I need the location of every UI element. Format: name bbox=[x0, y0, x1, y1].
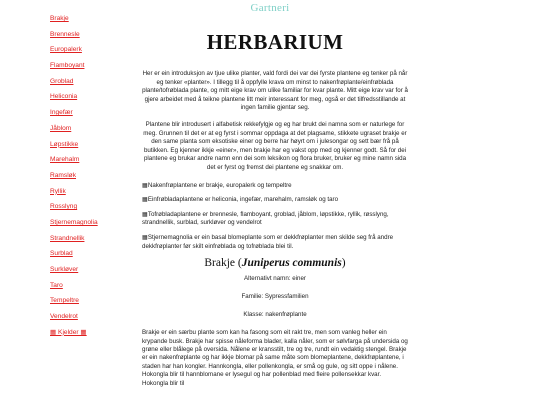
entry-class: Klasse: nakenfrøplante bbox=[243, 311, 307, 319]
sidebar-item-brennesle[interactable]: Brennesle bbox=[50, 30, 80, 38]
entry-family: Familie: Sypressfamilien bbox=[241, 293, 309, 301]
sidebar-item-ingefaer[interactable]: Ingefær bbox=[50, 109, 73, 117]
sidebar-item-stjernemagnolia[interactable]: Stjernemagnolia bbox=[50, 218, 98, 226]
list-item: ▦Einfrøbladaplantene er heliconia, ingefær, marehalm, ramsløk og taro bbox=[142, 196, 339, 204]
list-item: ▦Nakenfrøplantene er brakje, europalerk og tempeltre bbox=[142, 181, 292, 189]
sidebar-item-heliconia[interactable]: Heliconia bbox=[50, 93, 78, 101]
sidebar-item-marehalm[interactable]: Marehalm bbox=[50, 156, 80, 164]
sidebar-item-rosslyng[interactable]: Rosslyng bbox=[50, 203, 78, 211]
sidebar-item-europalerk[interactable]: Europalerk bbox=[50, 46, 82, 54]
entry-name: Brakje ( bbox=[204, 257, 242, 270]
site-title[interactable]: Gartneri bbox=[250, 2, 290, 14]
names-paragraph: Plantene blir introdusert i alfabetisk rekkefylgje og eg har brukt dei namna som er naturlege for meg. Grunnen til det er at eg fyrst i sommar oppdaga at det plagsame, stikkete ugraset brakje er den same planta som eksotiske einer og berre har høyrt om i julesongar og sett bær frå på butikken. Eg kjenner ikkje «einer», men brakje har eg vakst opp med og kjenner godt. Så for dei plantene eg brukar andre namn enn dei som leksikon og flora bruker, bruker eg mine namn sida det er fyrst og fremst dei plantene eg snakkar om. bbox=[143, 120, 407, 171]
sidebar-item-jablom[interactable]: Jåblom bbox=[50, 124, 72, 132]
sidebar-item-strandnellik[interactable]: Strandnellik bbox=[50, 234, 85, 242]
sidebar-nav bbox=[50, 14, 130, 343]
sidebar-item-flamboyant[interactable]: Flamboyant bbox=[50, 62, 85, 70]
sidebar-item-ramslok[interactable]: Ramsløk bbox=[50, 171, 77, 179]
sidebar-item-tempeltre[interactable]: Tempeltre bbox=[50, 297, 79, 305]
sidebar-item-surblad[interactable]: Surblad bbox=[50, 250, 73, 258]
sidebar-item-taro[interactable]: Taro bbox=[50, 281, 63, 289]
entry-latin-name: Juniperus communis bbox=[241, 257, 342, 270]
main-content bbox=[142, 28, 408, 388]
entry-alt-names: Alternativt namn: einer bbox=[244, 275, 306, 283]
sidebar-item-groblad[interactable]: Groblad bbox=[50, 77, 74, 85]
intro-paragraph: Her er ein introduksjon av tjue ulike planter, vald fordi dei var dei fyrste plantene eg tenker på når eg tenker «planter». I tillegg til å oppfylle krava om minst to nakenfrøplante/einfrøblada plante/tofrøblada plante, og mitt eige krav om ulike familiar for kvar plante. Mitt eige krav var for å gjere arbeidet med å teikne plantene litt meir interessant for meg, også er det tilfredsstillande at ingen familie gjentar seg. bbox=[142, 70, 408, 112]
sidebar-item-brakje[interactable]: Brakje bbox=[50, 15, 69, 22]
list-item: ▦Stjernemagnolia er ein basal blomeplante som er dekkfrøplanter men skilde seg frå andre dekkfrøplanter før skilt einfrøblada og tofrøblada blei til. bbox=[142, 233, 394, 250]
entry-close-paren: ) bbox=[341, 257, 346, 270]
plant-groups-list bbox=[142, 182, 408, 252]
sidebar-item-vendelrot[interactable]: Vendelrot bbox=[50, 313, 78, 321]
list-item: ▦Tofrøbladaplantene er brennesle, flamboyant, groblad, jåblom, løpstikke, ryllik, røsslyng, strandnellik, surblad, surkløver og vendelrot bbox=[142, 210, 389, 227]
sidebar-item-surklover[interactable]: Surkløver bbox=[50, 266, 79, 273]
entry-body: Brakje er ein særbu plante som kan ha fasong som eit rakt tre, men som vanleg heller ein krypande busk. Brakje har spisse nåleforma blader, kalla nåler, som er sølvfarga på undersida og grøne eller blålege på oversida. Nålene er kransstilt, tre og tre, rundt ein vedaktig stengel. Brakje er ein nakenfrøplante og har ikkje blomar på same måte som blomeplantene, dekkfrøplantene, i staden har han kongler. Hannkongla, eller pollenkongla, er små og gule, og sitt oppe i nålene. Hokongla blir til hannblomane er lysegul og har pollenblad med fleire pollensekkar kvar. Hokongla blir til bbox=[142, 329, 408, 387]
sidebar-item-kjelder[interactable]: ▦ Kjelder ▦ bbox=[50, 328, 87, 336]
sidebar-item-lopstikke[interactable]: Løpstikke bbox=[50, 140, 79, 148]
page-title: HERBARIUM bbox=[206, 30, 344, 54]
sidebar-item-ryllik[interactable]: Ryllik bbox=[50, 187, 66, 195]
entry-heading bbox=[142, 257, 408, 269]
